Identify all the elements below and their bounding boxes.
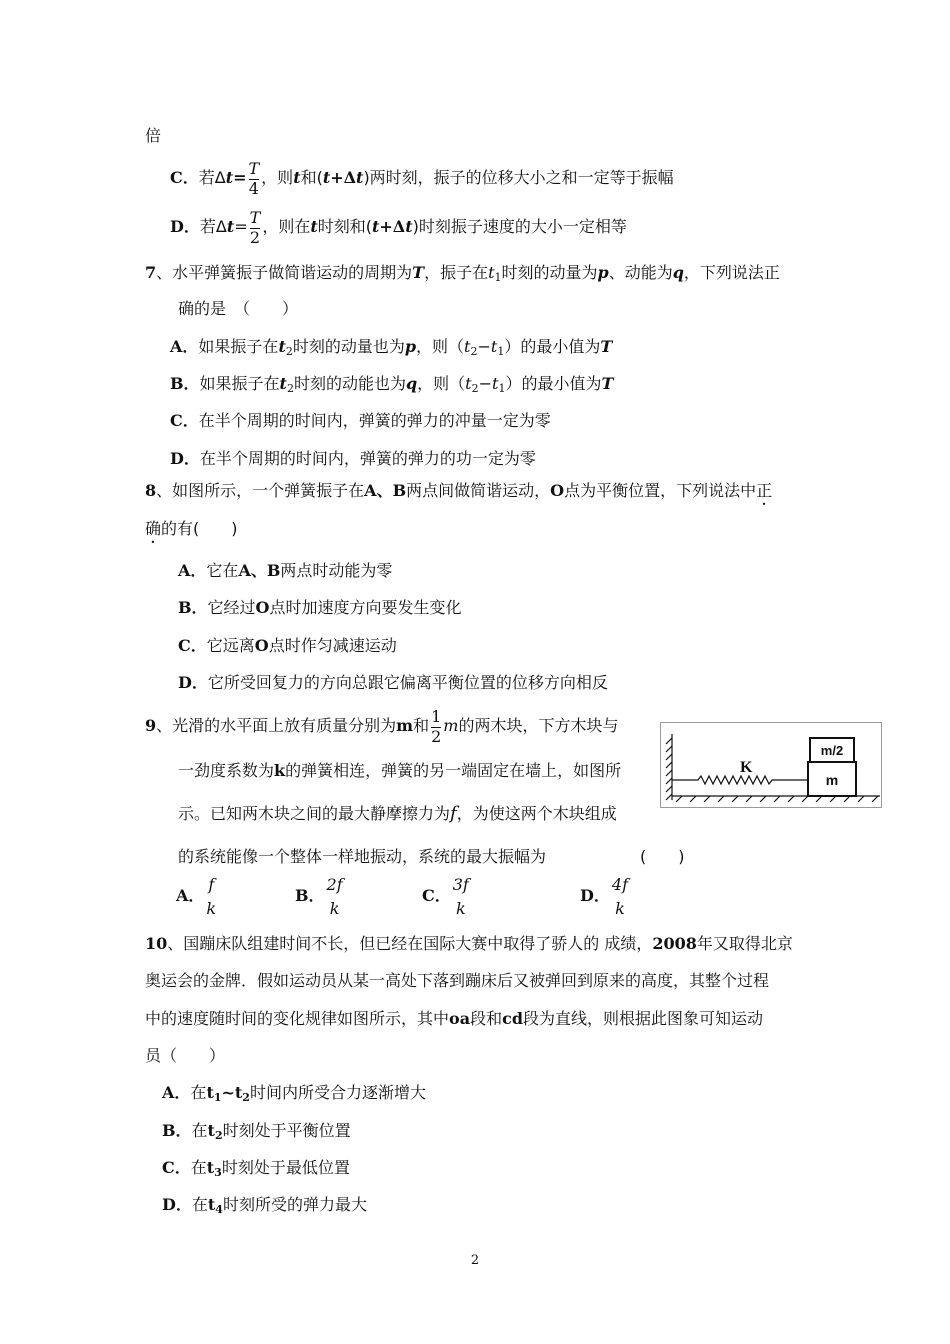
q9-option-b: B． 2f k: [295, 874, 343, 918]
q6-option-d: D．若Δt= $\frac{T}{2}$ ，则在t时刻和(t+Δt)时刻振子速度的大小一定相等: [170, 207, 627, 247]
q7-option-c: C．在半个周期的时间内，弹簧的弹力的冲量一定为零: [170, 411, 551, 430]
q10-option-a: A．在$t_1\sim t_2$时间内所受合力逐渐增大: [162, 1083, 426, 1104]
q10-stem-line2: 奥运会的金牌．假如运动员从某一高处下落到蹦床后又被弹回到原来的高度，其整个过程: [145, 971, 770, 990]
fraction-option-d: 4f k: [611, 874, 628, 918]
q7-option-a: A．如果振子在$t_2$时刻的动量也为p，则$(t_2-t_1)$的最小值为T: [170, 337, 613, 358]
fraction-one-half: $\frac{1}{2}$: [431, 706, 442, 746]
q7-stem-line2: 确的是 （ ）: [178, 299, 299, 318]
q9-stem-line2: 一劲度系数为k的弹簧相连，弹簧的另一端固定在墙上，如图所: [178, 761, 622, 780]
q10-option-b: B．在$t_2$时刻处于平衡位置: [162, 1121, 351, 1142]
q10-stem-line3: 中的速度随时间的变化规律如图所示，其中oa段和cd段为直线，则根据此图象可知运动: [145, 1009, 764, 1028]
top-block-label: m/2: [820, 743, 844, 758]
q8-option-c: C．它远离O点时作匀减速运动: [178, 636, 397, 655]
q6-option-c: C．若Δt= $\frac{T}{4}$ ，则t和(t+Δt)两时刻，振子的位移大小之和一定等于振幅: [170, 158, 674, 198]
spring-block-figure: [660, 722, 882, 808]
fraction-option-b: 2f k: [326, 874, 343, 918]
q10-option-d: D．在$t_4$时刻所受的弹力最大: [162, 1195, 367, 1216]
q9-stem-line4: 的系统能像一个整体一样地振动，系统的最大振幅为: [178, 847, 547, 866]
q8-option-a: A．它在A、B两点时动能为零: [178, 561, 393, 580]
q9-option-d: D． 4f k: [580, 874, 628, 918]
q10-stem-line4: 员（ ）: [145, 1046, 226, 1065]
bottom-block-label: m: [825, 772, 839, 788]
q9-answer-paren: ( ): [640, 847, 685, 866]
fraction-option-c: 3f k: [452, 874, 469, 918]
fraction-t-over-2: $\frac{T}{2}$: [249, 207, 261, 247]
q8-stem: 8、如图所示，一个弹簧振子在A、B两点间做简谐运动，O点为平衡位置，下列说法中正: [145, 481, 773, 500]
q7-option-d: D．在半个周期的时间内，弹簧的弹力的功一定为零: [170, 449, 536, 468]
spring-label: K: [740, 759, 753, 776]
q9-stem: 9、光滑的水平面上放有质量分别为m和 $\frac{1}{2}$ m的两木块，下方木块与: [145, 706, 619, 746]
continued-text: 倍: [145, 126, 162, 145]
q9-stem-line3: 示。已知两木块之间的最大静摩擦力为f，为使这两个木块组成: [178, 803, 617, 824]
q9-option-c: C． 3f k: [422, 874, 469, 918]
fraction-option-a: f k: [206, 874, 217, 918]
q10-option-c: C．在$t_3$时刻处于最低位置: [162, 1158, 350, 1179]
page-number: 2: [470, 1253, 480, 1268]
q10-stem: 10、国蹦床队组建时间不长，但已经在国际大赛中取得了骄人的 成绩，2008年又取得北京: [145, 934, 793, 953]
q7-stem: 7、水平弹簧振子做简谐运动的周期为T，振子在$t_1$时刻的动量为p、动能为q，下列说法正: [145, 263, 780, 284]
q9-option-a: A． f k: [176, 874, 217, 918]
fraction-t-over-4: $\frac{T}{4}$: [248, 158, 260, 198]
q8-option-d: D．它所受回复力的方向总跟它偏离平衡位置的位移方向相反: [178, 673, 608, 692]
q7-option-b: B．如果振子在$t_2$时刻的动能也为q，则$(t_2-t_1)$的最小值为T: [170, 374, 614, 395]
spring: [672, 776, 808, 784]
q8-stem-line2: 确的有( ): [145, 519, 238, 538]
q8-option-b: B．它经过O点时加速度方向要发生变化: [178, 598, 462, 617]
wall: [666, 734, 672, 800]
